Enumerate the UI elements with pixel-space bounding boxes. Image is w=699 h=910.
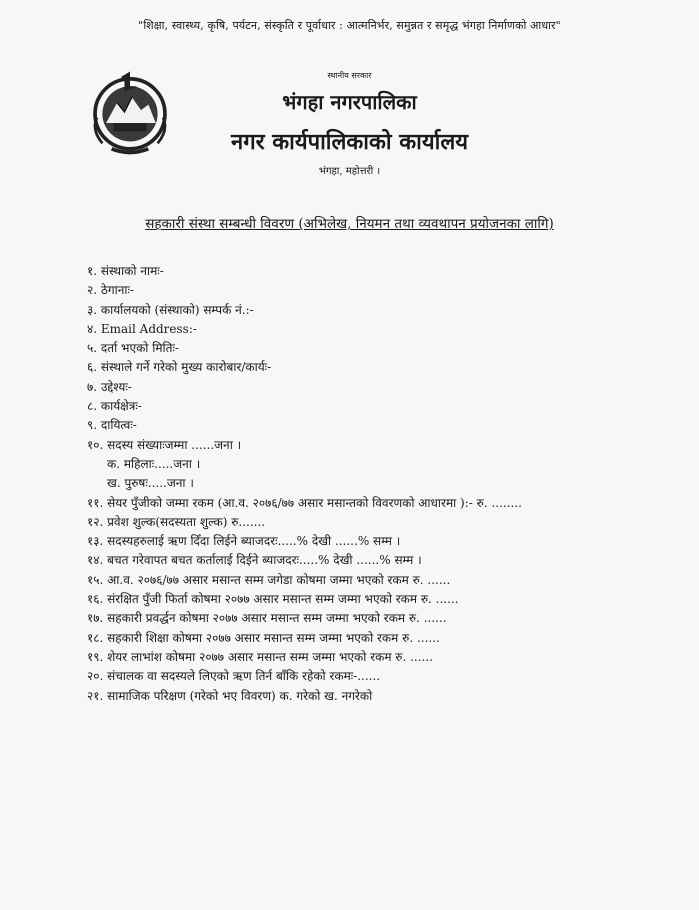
form-item: १. संस्थाको नामः- [87,264,164,278]
motto: "शिक्षा, स्वास्थ्य, कृषि, पर्यटन, संस्कृति र पूर्वाधार : आत्मनिर्भर, समुन्नत र समृद्ध भंगहा निर्माणको आधार" [138,19,561,32]
form-item: १८. सहकारी शिक्षा कोषमा २०७७ असार मसान्त सम्म जम्मा भएको रकम रु. ...... [87,630,440,645]
form-item: १३. सदस्यहरुलाई ऋण दिँदा लिईने ब्याजदरः.....% देखी ......% सम्म । [87,534,401,549]
office-name: नगर कार्यपालिकाको कार्यालय [231,129,468,155]
form-item: ११. सेयर पुँजीको जम्मा रकम (आ.व. २०७६/७७ असार मसान्तको विवरणको आधारमा ):- रु. ........ [87,495,522,510]
form-item: २०. संचालक वा सदस्यले लिएको ऋण तिर्न बाँकि रहेको रकमः-...... [87,669,381,684]
form-item: ६. संस्थाले गर्ने गरेको मुख्य कारोबार/कार्यः- [87,360,272,375]
form-item: ९. दायित्वः- [87,418,137,433]
local-government-label: स्थानीय सरकार [327,71,372,80]
form-item: ८. कार्यक्षेत्रः- [87,399,142,414]
form-item: ४. Email Address:- [87,321,197,336]
form-item: १९. शेयर लाभांश कोषमा २०७७ असार मसान्त सम्म जम्मा भएको रकम रु. ...... [87,649,434,664]
document-subject: सहकारी संस्था सम्बन्धी विवरण (अभिलेख, नियमन तथा व्यवथापन प्रयोजनका लागि) [145,216,554,232]
form-subitem: क. महिलाः.....जना । [107,456,201,471]
form-item: १६. संरक्षित पुँजी फिर्ता कोषमा २०७७ असार मसान्त सम्म जम्मा भएको रकम रु. ...... [87,592,459,607]
form-item: १४. बचत गरेवापत बचत कर्तालाई दिईने ब्याजदरः.....% देखी ......% सम्म । [87,553,422,568]
form-item: १५. आ.व. २०७६/७७ असार मसान्त सम्म जगेडा कोषमा जम्मा भएको रकम रु. ...... [87,572,451,587]
form-item: ५. दर्ता भएको मितिः- [87,341,179,356]
form-item: १७. सहकारी प्रवर्द्धन कोषमा २०७७ असार मसान्त सम्म जम्मा भएको रकम रु. ...... [87,611,447,626]
form-item: ७. उद्देश्यः- [87,379,132,394]
form-item: ३. कार्यालयको (संस्थाको) सम्पर्क नं.:- [87,302,254,317]
form-item: १०. सदस्य संख्याःजम्मा ......जना । [87,437,242,452]
office-address: भंगहा, महोत्तरी । [318,166,381,177]
form-item: १२. प्रवेश शुल्क(सदस्यता शुल्क) रु....... [87,514,266,529]
form-item: २. ठेगानाः- [87,283,134,298]
municipality-name: भंगहा नगरपालिका [282,90,417,114]
form-subitem: ख. पुरुषः.....जना । [107,476,194,491]
form-item: २१. सामाजिक परिक्षण (गरेको भए विवरण) क. गरेको ख. नगरेको [87,688,373,703]
form-item-list [87,262,687,706]
